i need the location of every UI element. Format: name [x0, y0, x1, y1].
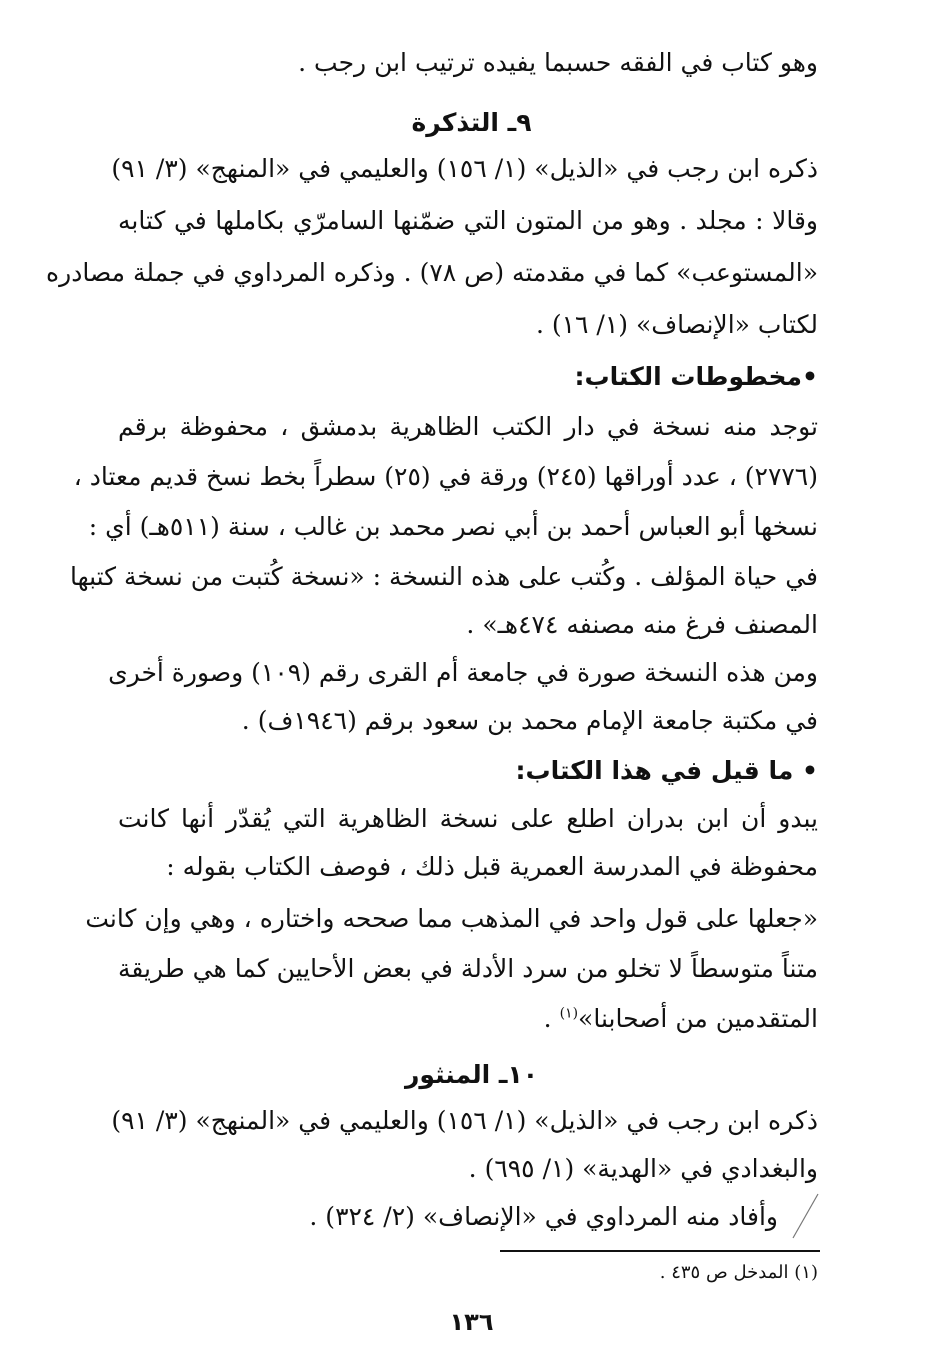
- section-10-line-2: والبغدادي في «الهدية» (١/ ٦٩٥) .: [468, 1154, 818, 1183]
- footnote-marker[interactable]: (١): [559, 1005, 579, 1022]
- section-9-line-2: وقالا : مجلد . وهو من المتون التي ضمّنها السامرّي بكاملها في كتابه: [118, 206, 818, 235]
- said-about-line-2: محفوظة في المدرسة العمرية قبل ذلك ، فوصف الكتاب بقوله :: [166, 852, 818, 881]
- manuscripts-line-5: المصنف فرغ منه مصنفه ٤٧٤هـ» .: [466, 610, 818, 639]
- page-number: ١٣٦: [449, 1308, 494, 1336]
- section-9-line-3: «المستوعب» كما في مقدمته (ص ٧٨) . وذكره المرداوي في جملة مصادره: [46, 258, 818, 287]
- said-about-line-5: [118, 1004, 818, 1034]
- section-10-line-1: ذكره ابن رجب في «الذيل» (١/ ١٥٦) والعليمي في «المنهج» (٣/ ٩١): [111, 1106, 818, 1135]
- manuscripts-line-4: في حياة المؤلف . وكُتب على هذه النسخة : «نسخة كُتبت من نسخة كتبها: [69, 562, 818, 591]
- footnote-1: (١) المدخل ص ٤٣٥ .: [659, 1262, 818, 1283]
- section-9-line-1: ذكره ابن رجب في «الذيل» (١/ ١٥٦) والعليمي في «المنهج» (٣/ ٩١): [111, 154, 818, 183]
- manuscripts-line-1: توجد منه نسخة في دار الكتب الظاهرية بدمشق ، محفوظة برقم: [118, 412, 818, 441]
- quote-end-period: .: [543, 1004, 560, 1033]
- said-about-line-4: متناً متوسطاً لا تخلو من سرد الأدلة في بعض الأحايين كما هي طريقة: [118, 954, 818, 983]
- intro-line: وهو كتاب في الفقه حسبما يفيده ترتيب ابن رجب .: [298, 48, 818, 77]
- manuscripts-line-7: في مكتبة جامعة الإمام محمد بن سعود برقم (١٩٤٦ف) .: [241, 706, 818, 735]
- said-about-line-1: يبدو أن ابن بدران اطلع على نسخة الظاهرية التي يُقدّر أنها كانت: [118, 804, 818, 833]
- manuscripts-line-6: ومن هذه النسخة صورة في جامعة أم القرى رقم (١٠٩) وصورة أخرى: [108, 658, 818, 687]
- section-9-line-4: لكتاب «الإنصاف» (١/ ١٦) .: [535, 310, 818, 339]
- scan-mark-icon: [790, 1192, 820, 1242]
- manuscripts-line-3: نسخها أبو العباس أحمد بن أبي نصر محمد بن غالب ، سنة (٥١١هـ) أي :: [88, 512, 818, 541]
- manuscripts-heading: •مخطوطات الكتاب:: [574, 362, 818, 391]
- footnote-divider: [500, 1250, 820, 1252]
- said-about-heading: • ما قيل في هذا الكتاب:: [515, 756, 818, 785]
- section-10-line-3: وأفاد منه المرداوي في «الإنصاف» (٢/ ٣٢٤) .: [309, 1202, 778, 1231]
- quote-end-text: المتقدمين من أصحابنا»: [578, 1004, 818, 1033]
- manuscripts-line-2: (٢٧٧٦) ، عدد أوراقها (٢٤٥) ورقة في (٢٥) سطراً بخط نسخ قديم معتاد ،: [73, 462, 818, 491]
- section-9-title: ٩ـ التذكرة: [411, 108, 532, 137]
- section-10-title: ١٠ـ المنثور: [405, 1060, 538, 1089]
- said-about-line-3: «جعلها على قول واحد في المذهب مما صححه واختاره ، وهي وإن كانت: [85, 904, 818, 933]
